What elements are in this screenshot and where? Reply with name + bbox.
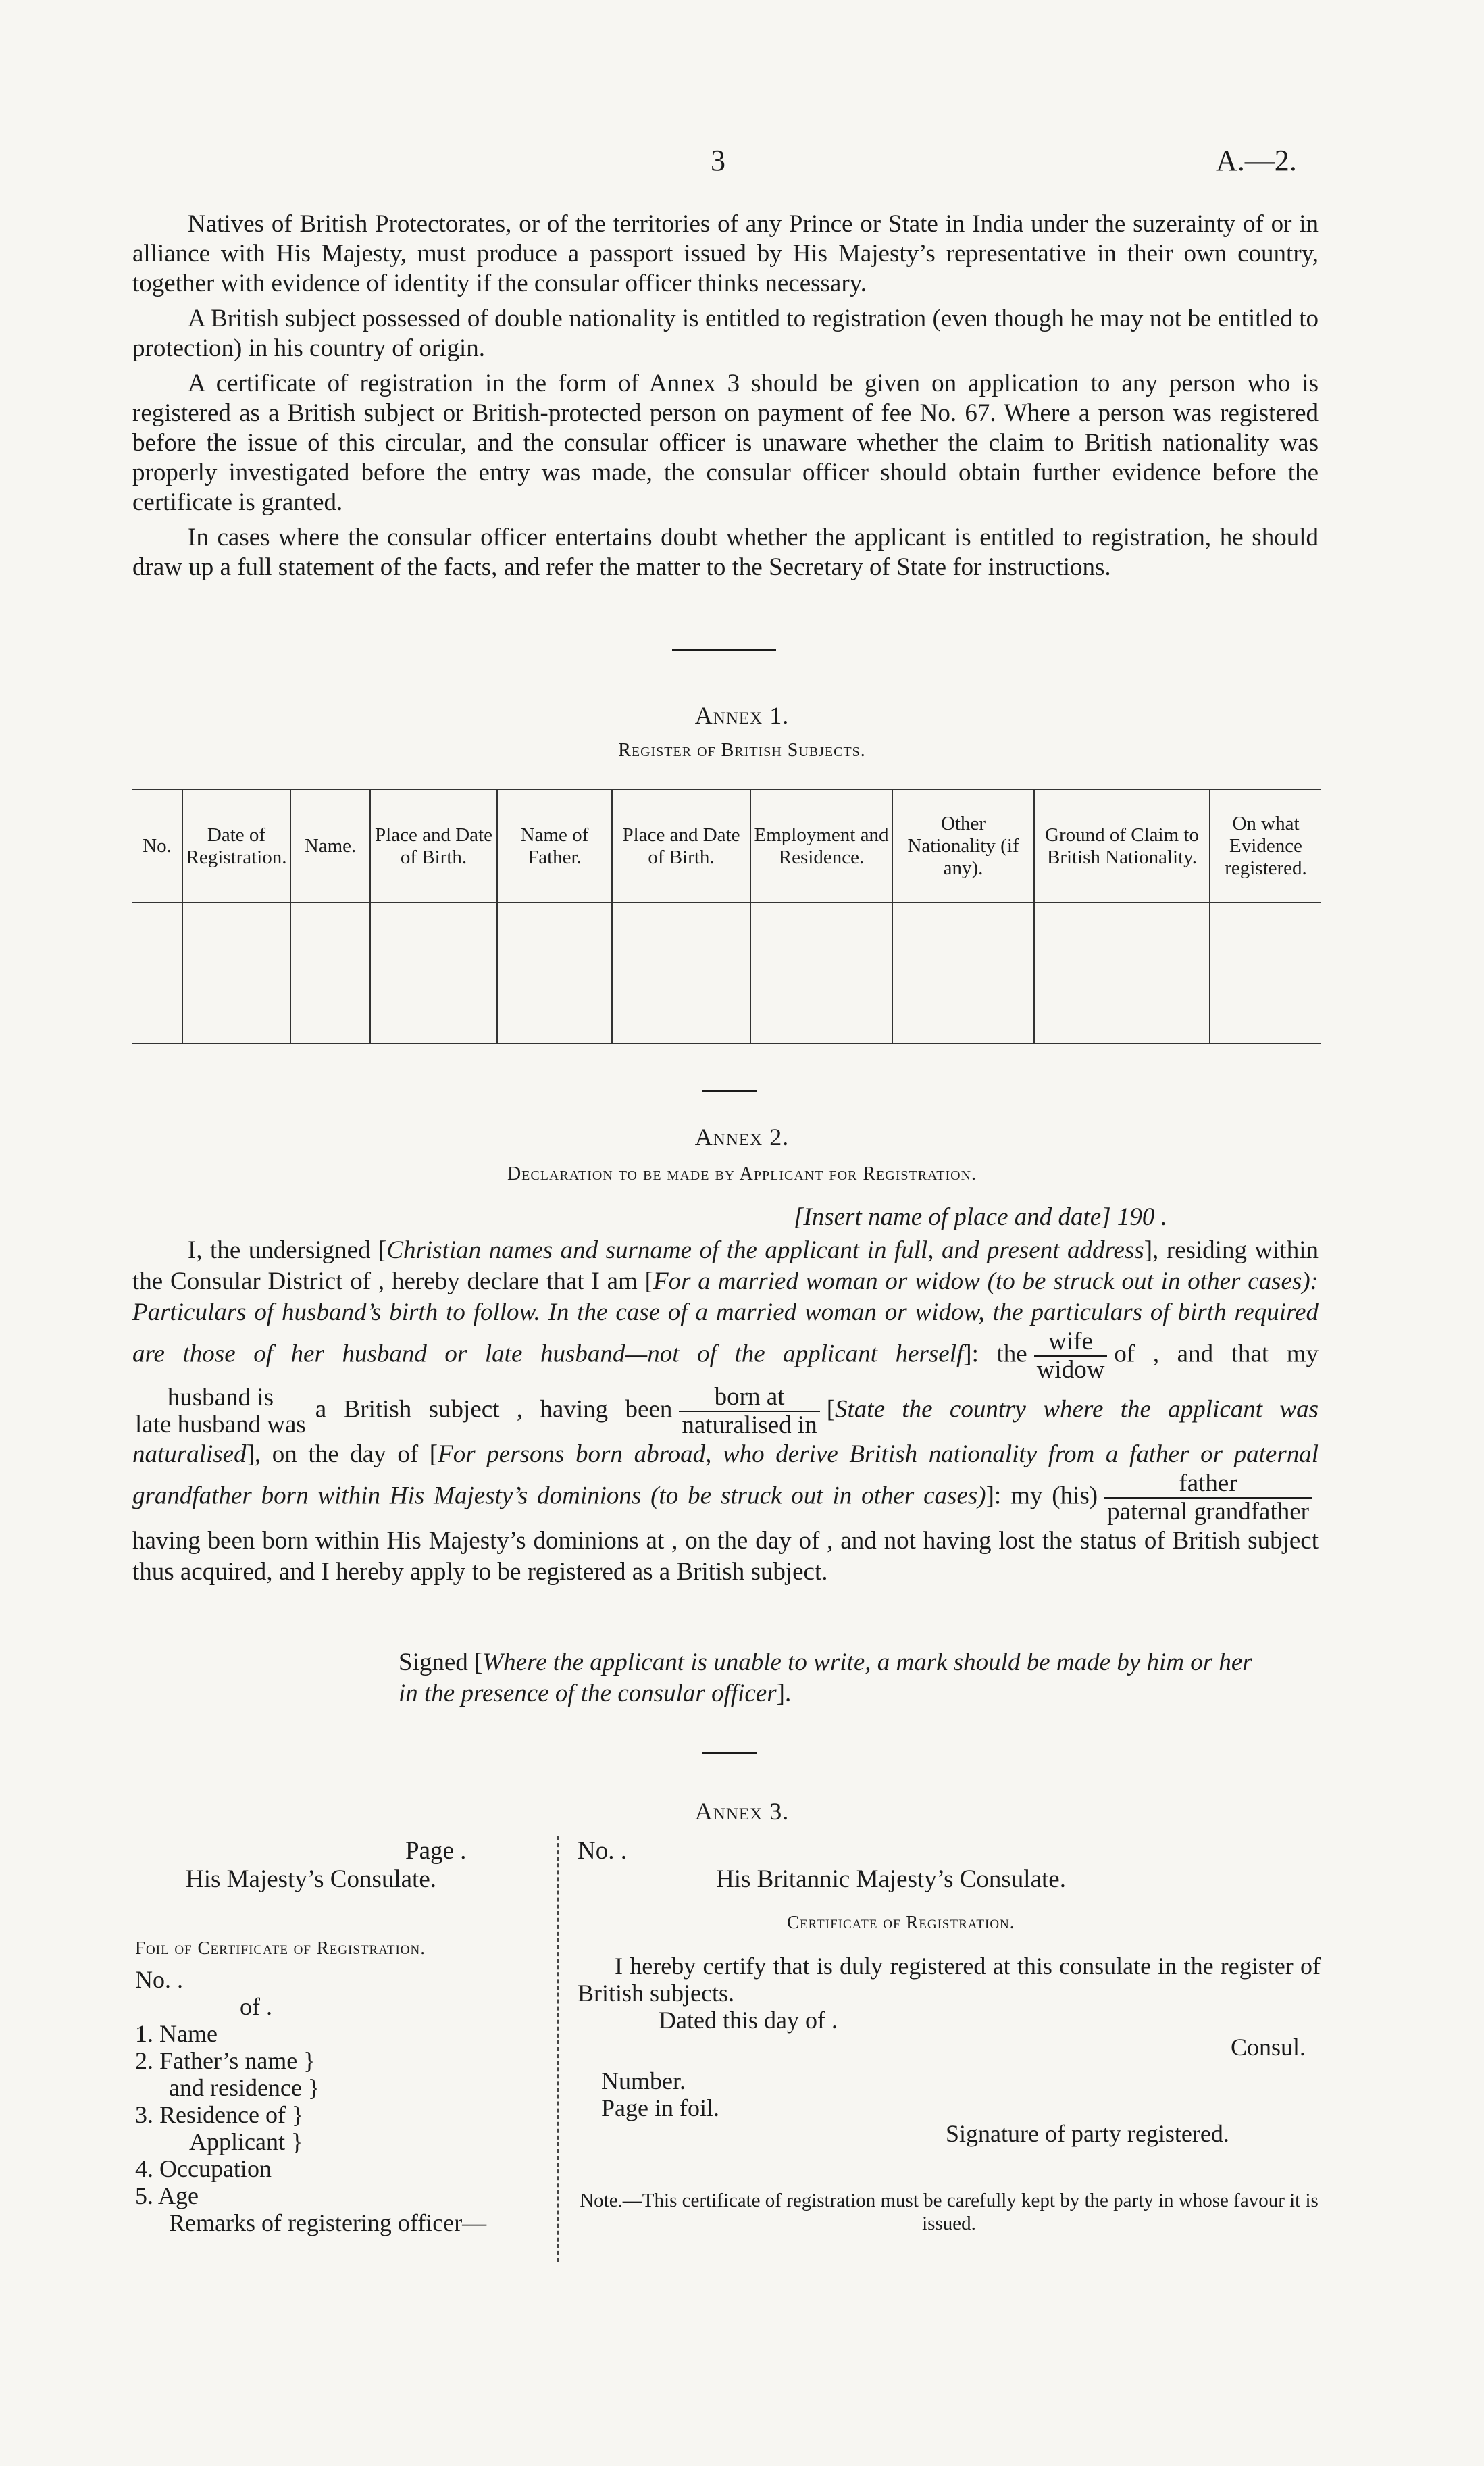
col-father-place-date-birth: Place and Date of Birth. [612, 790, 750, 903]
annex3-title: Annex 3. [694, 1798, 790, 1825]
certificate-page-in-foil: Page in foil. [601, 2094, 719, 2121]
foil-item-age: 5. Age [135, 2182, 199, 2209]
certificate-consulate: His Britannic Majesty’s Consulate. [716, 1865, 1066, 1893]
place-date-line: [Insert name of place and date] 190 . [794, 1203, 1167, 1231]
born-naturalised-fraction: $\frac{\text{born at}}{\text{naturalised in}}$ [679, 1384, 819, 1439]
certificate-dated: Dated this day of . [659, 2007, 838, 2034]
foil-remarks: Remarks of registering officer— [169, 2209, 487, 2236]
col-employment-residence: Employment and Residence. [750, 790, 892, 903]
certificate-note: Note.—This certificate of registration must be carefully kept by the party in whose favour it is issued. [580, 2190, 1319, 2234]
foil-heading: Foil of Certificate of Registration. [135, 1938, 426, 1958]
section-divider [702, 1752, 757, 1754]
wife-widow-fraction: $\frac{\text{wife}}{\text{widow}}$ [1034, 1328, 1108, 1384]
foil-divider [557, 1836, 559, 2262]
intro-paragraph-4: In cases where the consular officer entertains doubt whether the applicant is entitled to registration, he should draw up a full statement of the facts, and refer the matter to the Secretary of State for instructions. [132, 524, 1319, 581]
col-evidence: On what Evidence registered. [1210, 790, 1321, 903]
declaration-body: I, the undersigned [Christian names and surname of the applicant in full, and present address], residing within the Consular District of , hereby declare that I am [For a married woman or widow (to be struck out in other cases): Particulars of husband’s birth to follow. In the case of a married woman or widow, the particulars of birth required are those of her husband or late husband—not of the applicant herself]: the $\frac{\text{wife}}{\text{widow}}$ of , and that my husband is late husband was a British subject , having been $\frac{\text{born at}}{\text{naturalised in}}$ [State the country where the applicant was naturalised], on the day of [For persons born abroad, who derive British nationality from a father or paternal grandfather born within His Majesty’s dominions (to be struck out in other cases)]: my (his) $\frac{\text{father}}{\text{paternal grandfather}}$ having been born within His Majesty’s dominions at , on the day of , and not having lost the status of British subject thus acquired, and I hereby apply to be registered as a British subject. [132, 1236, 1319, 1586]
col-other-nationality: Other Nationality (if any). [892, 790, 1034, 903]
foil-item-father-residence: and residence } [169, 2074, 320, 2101]
col-ground-of-claim: Ground of Claim to British Nationality. [1034, 790, 1210, 903]
col-name: Name. [290, 790, 370, 903]
annex1-title: Annex 1. [694, 702, 790, 729]
register-table [132, 789, 1321, 1045]
intro-paragraph-1: Natives of British Protectorates, or of the territories of any Prince or State in India under the suzerainty of or in alliance with His Majesty, must produce a passport issued by His Majesty’s representative in their own country, together with evidence of identity if the consular officer thinks necessary. [132, 210, 1319, 297]
father-grandfather-fraction: $\frac{\text{father}}{\text{paternal grandfather}}$ [1104, 1470, 1312, 1526]
page-number: 3 [711, 144, 725, 177]
foil-consulate: His Majesty’s Consulate. [186, 1865, 437, 1893]
foil-no: No. . [135, 1966, 183, 1993]
certificate-heading: Certificate of Registration. [787, 1912, 1015, 1932]
certificate-signature: Signature of party registered. [946, 2120, 1229, 2147]
annex2-title: Annex 2. [694, 1124, 790, 1151]
foil-page: Page . [405, 1837, 467, 1865]
register-empty-row [132, 903, 1321, 1045]
foil-of: of . [240, 1993, 272, 2020]
col-no: No. [132, 790, 182, 903]
intro-text [132, 209, 1319, 582]
foil-item-occupation: 4. Occupation [135, 2155, 272, 2182]
document-reference: A.—2. [1216, 144, 1297, 177]
husband-fraction: husband is late husband was [135, 1384, 306, 1438]
section-divider [672, 649, 776, 651]
annex2-subtitle: Declaration to be made by Applicant for Registration. [507, 1163, 977, 1184]
section-divider [702, 1090, 757, 1092]
intro-paragraph-2: A British subject possessed of double nationality is entitled to registration (even though he may not be entitled to protection) in his country of origin. [132, 305, 1319, 362]
col-place-date-birth: Place and Date of Birth. [370, 790, 497, 903]
foil-fields [135, 1966, 486, 2236]
foil-item-name: 1. Name [135, 2020, 218, 2047]
col-date-registration: Date of Registration. [182, 790, 290, 903]
certificate-consul: Consul. [1231, 2034, 1306, 2061]
foil-item-applicant: Applicant } [189, 2128, 303, 2155]
register-header-row [132, 790, 1321, 903]
foil-item-father: 2. Father’s name } [135, 2047, 315, 2074]
intro-paragraph-3: A certificate of registration in the form of Annex 3 should be given on application to any person who is registered as a British subject or British-protected person on payment of fee No. 67. Where a person was registered before the issue of this circular, and the consular officer is unaware whether the claim to British nationality was properly investigated before the entry was made, the consular officer should obtain further evidence before the certificate is granted. [132, 370, 1319, 516]
signature-line: Signed [Where the applicant is unable to write, a mark should be made by him or her in the presence of the consular officer]. [399, 1649, 1252, 1707]
foil-item-residence: 3. Residence of } [135, 2101, 304, 2128]
certificate-number: Number. [601, 2067, 686, 2094]
certificate-text: I hereby certify that is duly registered at this consulate in the register of British subjects. [578, 1953, 1321, 2007]
annex1-subtitle: Register of British Subjects. [618, 740, 866, 761]
col-name-father: Name of Father. [497, 790, 612, 903]
certificate-no: No. . [578, 1837, 627, 1865]
